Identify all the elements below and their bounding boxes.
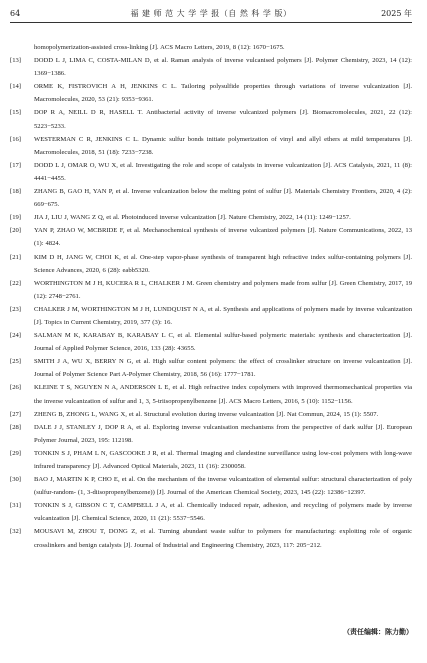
- continued-reference: homopolymerization-assisted cross-linking [J]. ACS Macro Letters, 2019, 8 (12): 1670−1675.: [34, 44, 285, 51]
- reference-number: [20]: [10, 227, 21, 235]
- reference-number: [25]: [10, 358, 21, 366]
- reference-text: DODD L J, LIMA C, COSTA-MILAN D, et al. Raman analysis of inverse vulcanised polymers [J]. Polymer Chemistry, 2023, 14 (12): 1369−1386.: [34, 57, 412, 78]
- reference-item: [10, 499, 412, 525]
- reference-number: [27]: [10, 410, 21, 418]
- reference-number: [16]: [10, 135, 21, 143]
- reference-number: [15]: [10, 109, 21, 117]
- reference-text: YAN P, ZHAO W, MCBRIDE F, et al. Mechanochemical synthesis of inverse vulcanized polymers [J]. Nature Communications, 2022, 13 (1): 4824.: [34, 227, 412, 248]
- reference-number: [31]: [10, 502, 21, 510]
- reference-number: [19]: [10, 214, 21, 222]
- reference-number: [17]: [10, 161, 21, 169]
- reference-number: [29]: [10, 449, 21, 457]
- page-number: 64: [10, 9, 21, 18]
- reference-number: [22]: [10, 279, 21, 287]
- reference-number: [26]: [10, 384, 21, 392]
- reference-text: ZHANG B, GAO H, YAN P, et al. Inverse vulcanization below the melting point of sulfur [J]. Materials Chemistry Frontiers, 2020, 4 (2): 669−675.: [34, 188, 412, 209]
- reference-text: TONKIN S J, GIBSON C T, CAMPBELL J A, et al. Chemically induced repair, adhesion, and recycling of polymers made by inverse vulcanization [J]. Chemical Science, 2020, 11 (21): 5537−5546.: [34, 502, 412, 523]
- reference-item: [10, 473, 412, 499]
- reference-item: [10, 159, 412, 185]
- reference-number: [30]: [10, 476, 21, 484]
- reference-item: [10, 447, 412, 473]
- reference-item: [10, 355, 412, 381]
- reference-text: DODD L J, OMAR O, WU X, et al. Investigating the role and scope of catalysts in inverse vulcanization [J]. ACS Catalysis, 2021, 11 (8): 4441−4455.: [34, 161, 412, 182]
- reference-number: [24]: [10, 332, 21, 340]
- reference-item: [10, 133, 412, 159]
- reference-item: [10, 251, 412, 277]
- reference-list: [10, 41, 412, 552]
- reference-number: [28]: [10, 423, 21, 431]
- reference-number: [13]: [10, 57, 21, 65]
- reference-item: [10, 329, 412, 355]
- reference-text: MOUSAVI M, ZHOU T, DONG Z, et al. Turning abundant waste sulfur to polymers for manufacturing: exploiting role of organic crosslinkers and benign catalysts [J]. Journal of Industrial and Engineering Chemistry, 2023, 117: 205−212.: [34, 528, 412, 549]
- reference-text: DOP R A, NEILL D R, HASELL T. Antibacterial activity of inverse vulcanized polymers [J]. Biomacromolecules, 2021, 22 (12): 5223−5233.: [34, 109, 412, 130]
- reference-text: ORME K, FISTROVICH A H, JENKINS C L. Tailoring polysulfide properties through variations of inverse vulcanization [J]. Macromolecules, 2020, 53 (21): 9353−9361.: [34, 83, 412, 104]
- reference-item: [10, 211, 412, 224]
- reference-text: KLEINE T S, NGUYEN N A, ANDERSON L E, et al. High refractive index copolymers with improved thermomechanical properties via the inverse vulcanization of sulfur and 1, 3, 5-triisopropenylbenzene [J]. ACS Macro Letters, 2016, 5 (10): 1152−1156.: [34, 384, 412, 405]
- reference-text: SALMAN M K, KARABAY B, KARABAY L C, et al. Elemental sulfur-based polymeric materials: synthesis and characterization [J]. Journal of Applied Polymer Science, 2016, 133 (28): 43655.: [34, 332, 412, 353]
- reference-number: [21]: [10, 253, 21, 261]
- reference-text: DALE J J, STANLEY J, DOP R A, et al. Exploring inverse vulcanisation mechanisms from the perspective of dark sulfur [J]. European Polymer Journal, 2023, 195: 112198.: [34, 423, 412, 444]
- reference-text: ZHENG B, ZHONG L, WANG X, et al. Structural evolution during inverse vulcanization [J]. Nat Commun, 2024, 15 (1): 5507.: [34, 410, 379, 418]
- reference-text: WESTERMAN C R, JENKINS C L. Dynamic sulfur bonds initiate polymerization of vinyl and allyl ethers at mild temperatures [J]. Macromolecules, 2018, 51 (18): 7233−7238.: [34, 135, 412, 156]
- header-rule: [10, 22, 412, 23]
- publication-year: 2025 年: [381, 9, 412, 18]
- reference-text: CHALKER J M, WORTHINGTON M J H, LUNDQUIST N A, et al. Synthesis and applications of polymers made by inverse vulcanization [J]. Topics in Current Chemistry, 2019, 377 (3): 16.: [34, 305, 412, 326]
- reference-item: [10, 525, 412, 551]
- reference-number: [14]: [10, 83, 21, 91]
- reference-item: [10, 106, 412, 132]
- reference-text: WORTHINGTON M J H, KUCERA R L, CHALKER J M. Green chemistry and polymers made from sulfur [J]. Green Chemistry, 2017, 19 (12): 2748−2761.: [34, 279, 412, 300]
- reference-text: TONKIN S J, PHAM L N, GASCOOKE J R, et al. Thermal imaging and clandestine surveillance using low-cost polymers with long-wave infrared transparency [J]. Advanced Optical Materials, 2023, 11 (16): 2300058.: [34, 449, 412, 470]
- reference-number: [18]: [10, 188, 21, 196]
- reference-item: [10, 421, 412, 447]
- reference-item: [10, 80, 412, 106]
- page-header: [10, 7, 412, 21]
- responsible-editor: （责任编辑：陈力勤）: [343, 628, 413, 636]
- reference-item: [10, 381, 412, 407]
- reference-text: SMITH J A, WU X, BERRY N G, et al. High sulfur content polymers: the effect of crosslinker structure on inverse vulcanization [J]. Journal of Polymer Science Part A-Polymer Chemistry, 2018, 56 (16): 1777−1781.: [34, 358, 412, 379]
- reference-item: [10, 408, 412, 421]
- reference-item: [10, 185, 412, 211]
- reference-item: [10, 224, 412, 250]
- reference-item: [10, 277, 412, 303]
- reference-text: KIM D H, JANG W, CHOI K, et al. One-step vapor-phase synthesis of transparent high refractive index sulfur-containing polymers [J]. Science Advances, 2020, 6 (28): eabb5320.: [34, 253, 412, 274]
- reference-number: [32]: [10, 528, 21, 536]
- reference-number: [23]: [10, 305, 21, 313]
- journal-title: 福 建 师 范 大 学 学 报（自 然 科 学 版）: [130, 9, 292, 18]
- reference-item: [10, 303, 412, 329]
- reference-text: BAO J, MARTIN K P, CHO E, et al. On the mechanism of the inverse vulcanization of elemental sulfur: structural characterization of poly (sulfur-random- (1, 3-diisopropenylbenzene)) [J]. Journal of the American Chemical Society, 2023, 145 (22): 12386−12397.: [34, 476, 412, 497]
- reference-text: JIA J, LIU J, WANG Z Q, et al. Photoinduced inverse vulcanization [J]. Nature Chemistry, 2022, 14 (11): 1249−1257.: [34, 214, 351, 222]
- reference-item: [10, 54, 412, 80]
